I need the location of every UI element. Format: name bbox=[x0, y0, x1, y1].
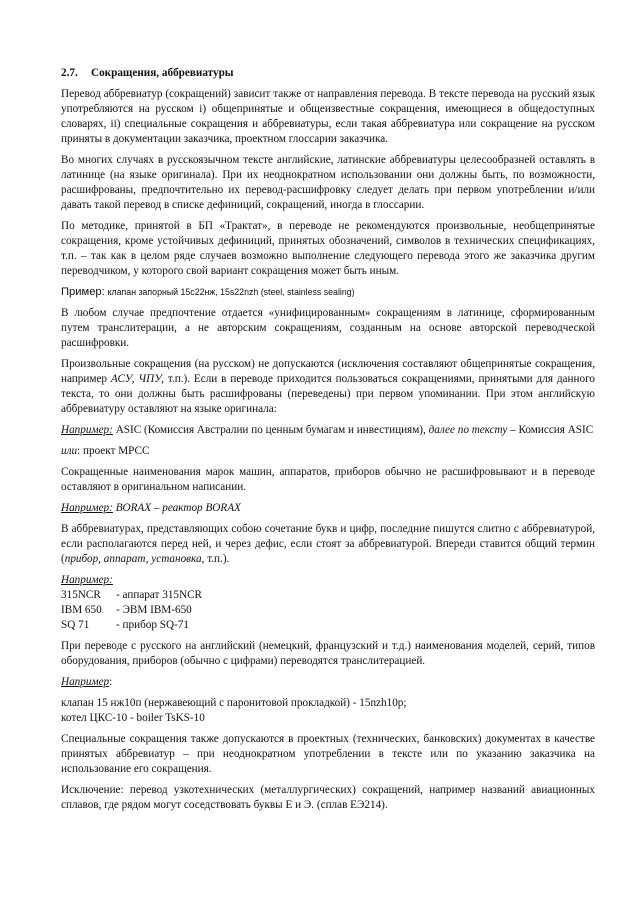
section-number: 2.7. bbox=[61, 67, 78, 79]
example-2 bbox=[61, 423, 595, 438]
model-code: IBM 650 bbox=[61, 604, 102, 616]
paragraph-7-terms: прибор, аппарат, установка bbox=[64, 553, 202, 565]
or-label: или bbox=[61, 445, 78, 457]
paragraph-7-part-c: , т.п.). bbox=[201, 553, 230, 565]
example-3 bbox=[61, 501, 595, 516]
or-line bbox=[61, 444, 595, 459]
section-heading bbox=[61, 66, 595, 81]
example-text: BORAX – реактор BORAX bbox=[112, 502, 241, 514]
example-4 bbox=[61, 573, 595, 633]
paragraph-9: Специальные сокращения также допускаются в проектных (технических, банковских) документах в качестве принятых аббревиатур – при неоднократном употреблении в тексте или по указанию заказчика на использование его сокращения. bbox=[61, 733, 595, 775]
paragraph-7-part-a: В аббревиатурах, представляющих собою сочетание букв и цифр, последние пишутся слитно с аббревиатурой, если располагаются перед ней, и через дефис, если стоят за аббревиатурой. Впереди ставится общий термин ( bbox=[61, 523, 595, 565]
paragraph-5-part-a: Произвольные сокращения (на русском) не допускаются (исключения составляют общепринятые сокращения, например bbox=[61, 358, 595, 385]
model-code: SQ 71 bbox=[61, 619, 90, 631]
table-row bbox=[61, 618, 595, 633]
example-text-c: – Комиссия ASIC bbox=[507, 424, 594, 436]
example-5 bbox=[61, 696, 595, 726]
model-desc: - аппарат 315NCR bbox=[116, 589, 203, 601]
table-row bbox=[61, 588, 595, 603]
example-line: котел ЦКС-10 - boiler TsKS-10 bbox=[61, 712, 205, 724]
section-title: Сокращения, аббревиатуры bbox=[91, 67, 234, 79]
or-text: : проект МРСС bbox=[77, 445, 150, 457]
example-5-label-line bbox=[61, 675, 595, 690]
example-line: клапан 15 нж10п (нержавеющий с паронитовой прокладкой) - 15nzh10p; bbox=[61, 697, 407, 709]
model-code: 315NCR bbox=[61, 589, 101, 601]
paragraph-5-part-c: т.п.). Если в переводе приходится пользоваться сокращениями, принятыми для данного текста, то они должны быть расшифрованы (переведены) при первом упоминании. При этом английскую аббревиатуру оставляют на языке оригинала: bbox=[61, 373, 595, 415]
example-label: Например: bbox=[61, 424, 113, 436]
paragraph-6: Сокращенные наименования марок машин, аппаратов, приборов обычно не расшифровывают и в переводе оставляют в оригинальном написании. bbox=[61, 466, 595, 493]
example-label: Например: bbox=[61, 502, 113, 514]
paragraph-5 bbox=[61, 357, 595, 417]
paragraph-7 bbox=[61, 522, 595, 567]
example-label: Пример: bbox=[61, 286, 105, 298]
model-desc: - ЭВМ IBM-650 bbox=[116, 604, 192, 616]
example-colon: : bbox=[109, 676, 113, 688]
example-text-a: ASIC (Комиссия Австралии по ценным бумагам и инвестициям), bbox=[112, 424, 429, 436]
paragraph-10: Исключение: перевод узкотехнических (металлургических) сокращений, например названий авиационных сплавов, где рядом могут соседствовать буквы Е и Э. (сплав ЕЭ214). bbox=[61, 784, 595, 811]
paragraph-1: Перевод аббревиатур (сокращений) зависит также от направления перевода. В тексте перевода на русский язык употребляются на русском i) общепринятые и общеизвестные сокращения, имеющиеся в общедоступных словарях, ii) специальные сокращения и аббревиатуры, если такая аббревиатура или сокращение на русском приняты в документации заказчика, проектном глоссарии заказчика. bbox=[61, 88, 595, 145]
example-1 bbox=[61, 285, 595, 300]
model-desc: - прибор SQ-71 bbox=[116, 619, 189, 631]
example-text: клапан запорный 15с22нж, 15s22nzh (steel, stainless sealing) bbox=[107, 287, 355, 297]
paragraph-8: При переводе с русского на английский (немецкий, французский и т.д.) наименования моделей, серий, типов оборудования, приборов (обычно с цифрами) переводятся транслитерацией. bbox=[61, 640, 595, 667]
table-row bbox=[61, 603, 595, 618]
example-label: Например bbox=[61, 676, 110, 688]
paragraph-3: По методике, принятой в БП «Трактат», в переводе не рекомендуются произвольные, необщепринятые сокращения, кроме устойчивых дефиниций, принятых обозначений, символов в технических спецификациях, т.п. – так как в целом ряде случаев возможно выполнение следующего перевода этого же заказчика другим переводчиком, у которого свой вариант сокращения может быть иным. bbox=[61, 220, 595, 277]
paragraph-2: Во многих случаях в русскоязычном тексте английские, латинские аббревиатуры целесообразней оставлять в латинице (на языке оригинала). При их неоднократном использовании они должны быть, по возможности, расшифрованы, предпочтительно их перевод-расшифровку следует делать при первом употреблении и/или давать такой перевод в списке дефиниций, сокращений, иногда в глоссарии. bbox=[61, 154, 595, 211]
example-text-b: далее по тексту bbox=[428, 424, 508, 436]
paragraph-4: В любом случае предпочтение отдается «унифицированным» сокращениям в латинице, сформированным путем транслитерации, а не авторским сокращениям, созданным на основе авторской переводческой расшифровки. bbox=[61, 307, 595, 349]
paragraph-5-abbrev: АСУ, ЧПУ, bbox=[110, 373, 164, 385]
example-label: Например: bbox=[61, 574, 113, 586]
